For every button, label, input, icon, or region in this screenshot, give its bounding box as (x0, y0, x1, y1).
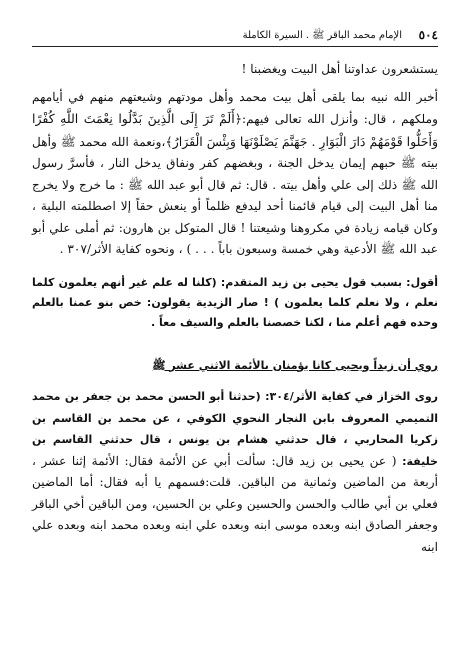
paragraph-narration-khazzaz (32, 386, 438, 558)
narration-continuation: ،ونعمة الله محمد ﷺ وأهل بيته ﷺ حبهم إيمان يدخل الجنة ، وبغضهم كفر ونفاق يدخل النار ، فأسرَّ رسول الله ﷺ ذلك إلى علي وأهل بيته . قال: ثم قال أبو عبد الله ﷺ : ما خرج ولا يخرج منا أهل البيت إلى قيام قائمنا أحد ليدفع ظلماً أو ينعش حقاً إلا اصطلمته البلية ، وكان قيامه زيادة في مكروهنا وشيعتنا ! قال المتوكل بن هارون: ثم أملى علي أبو عبد الله ﷺ الأدعية وهي خمسة وسبعون باباً . . . ) ، ونحوه كفاية الأثر/٣٠٧ . (32, 134, 438, 256)
running-title: الإمام محمد الباقر ﷺ . السيرة الكاملة (242, 30, 402, 41)
page-number: ٥٠٤ (418, 28, 438, 42)
paragraph-narration-main (32, 87, 438, 261)
quran-verse: ﴿أَلَمْ تَرَ إِلَى الَّذِينَ بَدَّلُوا نِعْمَتَ اللَّهِ كُفْرًا وَأَحَلُّوا قَوْمَهُمْ دَارَ الْبَوَارِ . جَهَنَّمَ يَصْلَوْنَهَا وَبِئْسَ الْقَرَارُ﴾ (32, 111, 438, 149)
narration-intro: أخبر الله نبيه بما يلقى أهل بيت محمد وأهل مودتهم وشيعتهم منهم في أيامهم وملكهم ، قال: وأنزل الله تعالى فيهم: (32, 89, 438, 126)
section-title: روي أن زيداً ويحيى كانا يؤمنان بالأئمة الاثني عشر ﷺ (152, 358, 438, 372)
paragraph-opening: يستشعرون عداوتنا أهل البيت ويغضبنا ! (241, 62, 438, 76)
page-header (32, 26, 438, 47)
author-note: أقول: بسبب قول يحيى بن زيد المتقدم: (كلنا له علم غير أنهم يعلمون كلما نعلم ، ولا نعلم كلما يعلمون ) ! صار الزيدية يقولون: خص بنو عمنا بالعلم وحده فهم أعلم منا ، لكنا خصصنا بالعلم والسيف معاً . (32, 275, 438, 329)
narration-chain: روى الخزاز في كفاية الأثر/٣٠٤: (حدثنا أبو الحسن محمد بن جعفر بن محمد التميمي المعروف بابن النجار النحوي الكوفي ، عن محمد بن القاسم بن زكريا المحاربي ، قال حدثني هشام بن يونس ، قال حدثني القاسم بن خليفة: (32, 390, 438, 468)
narration-text: ( عن يحيى بن زيد قال: سألت أبي عن الأئمة فقال: الأئمة إثنا عشر ، أربعة من الماضين وثمانية من الباقين. قلت:فسمهم يا أبه فقال: أما الماضين فعلي بن أبي طالب والحسن والحسين وعلي بن الحسين، ومن الباقين أخي الباقر وجعفر الصادق ابنه وبعده موسى ابنه وبعده علي ابنه وبعده محمد ابنه وبعده علي ابنه (32, 453, 438, 554)
body-text (32, 59, 438, 558)
